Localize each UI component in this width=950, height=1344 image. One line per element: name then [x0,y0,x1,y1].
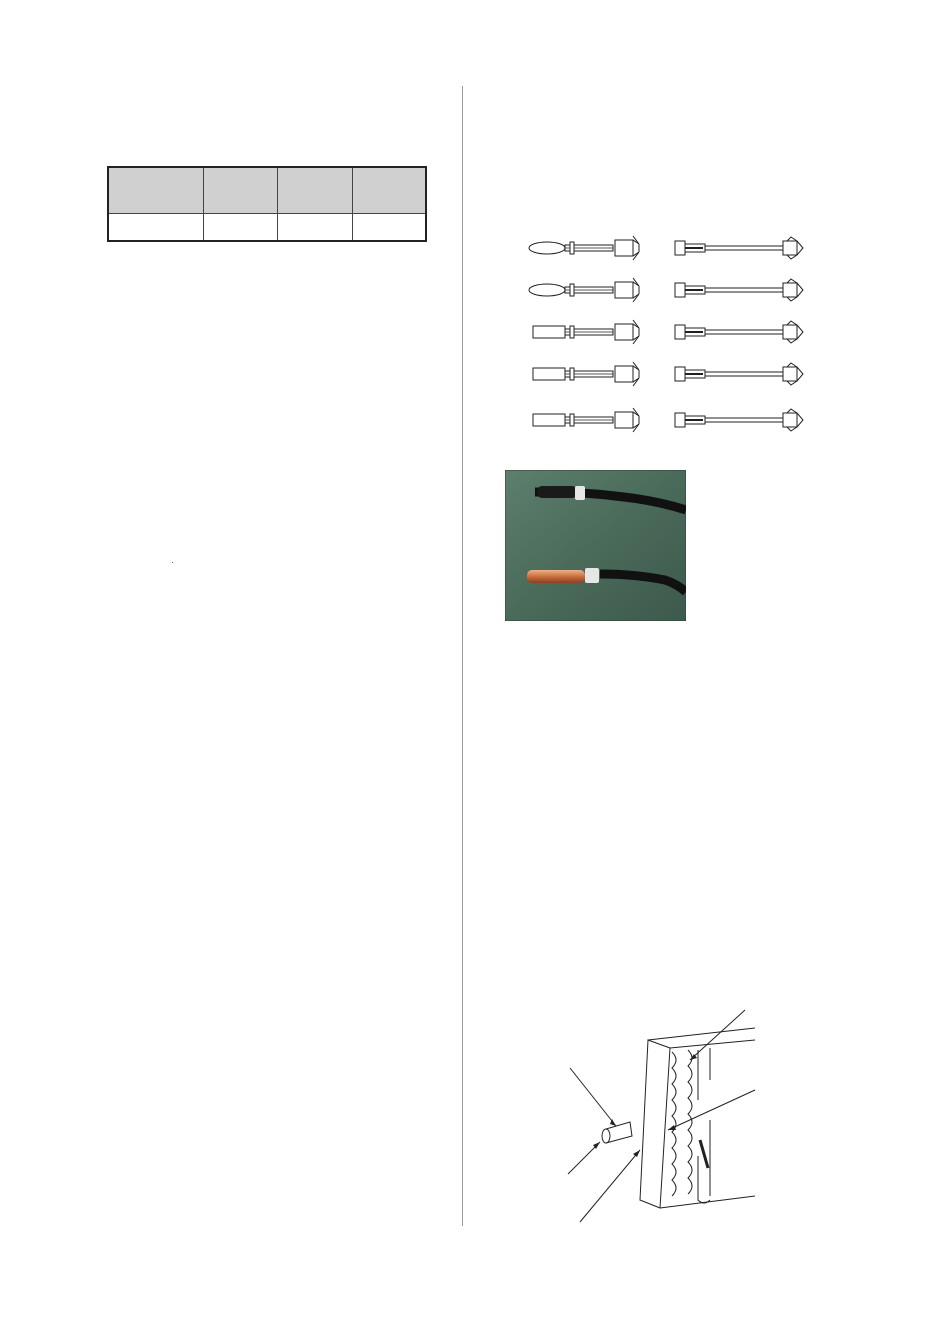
table-cell [204,214,278,242]
stray-mark [172,562,173,563]
table-row [108,214,426,242]
spec-table [107,166,427,242]
sensor-row [533,320,803,344]
table-header-cell [278,167,353,214]
table-cell [108,214,204,242]
column-divider [462,86,463,1226]
sensor-row [533,362,803,386]
table-header-cell [108,167,204,214]
table-cell [278,214,353,242]
evaporator-diagram [560,1000,760,1225]
table-cell [353,214,427,242]
sensor-photo [505,470,686,621]
table-header-cell [204,167,278,214]
table-header-row [108,167,426,214]
table-header-cell [353,167,427,214]
sensor-row [529,236,803,260]
sensor-drawing-figure [525,230,815,435]
sensor-row [533,408,803,432]
sensor-row [529,278,803,302]
